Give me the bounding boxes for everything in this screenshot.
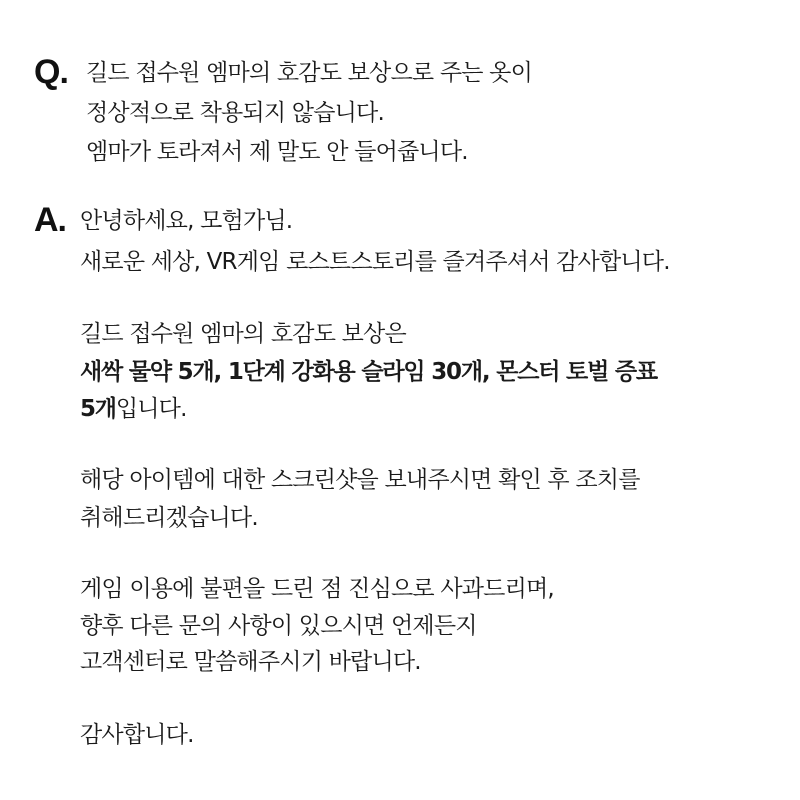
question-line-2: 정상적으로 착용되지 않습니다. <box>86 100 384 126</box>
answer-apology-line-2: 향후 다른 문의 사항이 있으시면 언제든지 <box>80 613 477 639</box>
answer-thanks-line: 새로운 세상, VR게임 로스트스토리를 즐겨주셔서 감사합니다. <box>80 249 670 275</box>
question-line-1: 길드 접수원 엠마의 호감도 보상으로 주는 옷이 <box>86 60 533 86</box>
answer-reward-items-suffix: 입니다. <box>115 396 187 422</box>
question-marker: Q. <box>34 53 68 91</box>
question-line-3: 엠마가 토라져서 제 말도 안 들어줍니다. <box>86 139 468 165</box>
answer-marker: A. <box>34 201 66 239</box>
answer-reward-items-line-2 <box>80 398 187 421</box>
answer-apology-line-3: 고객센터로 말씀해주시기 바랍니다. <box>80 649 421 675</box>
answer-reward-intro: 길드 접수원 엠마의 호감도 보상은 <box>80 321 406 347</box>
answer-greeting: 안녕하세요, 모험가님. <box>80 208 293 234</box>
answer-screenshot-request-line-2: 취해드리겠습니다. <box>80 505 258 531</box>
answer-closing: 감사합니다. <box>80 722 194 748</box>
answer-reward-items-count: 5개 <box>80 396 116 422</box>
answer-screenshot-request-line-1: 해당 아이템에 대한 스크린샷을 보내주시면 확인 후 조치를 <box>80 467 640 493</box>
answer-apology-line-1: 게임 이용에 불편을 드린 점 진심으로 사과드리며, <box>80 576 554 602</box>
answer-reward-items-line-1: 새싹 물약 5개, 1단계 강화용 슬라임 30개, 몬스터 토벌 증표 <box>80 359 657 385</box>
